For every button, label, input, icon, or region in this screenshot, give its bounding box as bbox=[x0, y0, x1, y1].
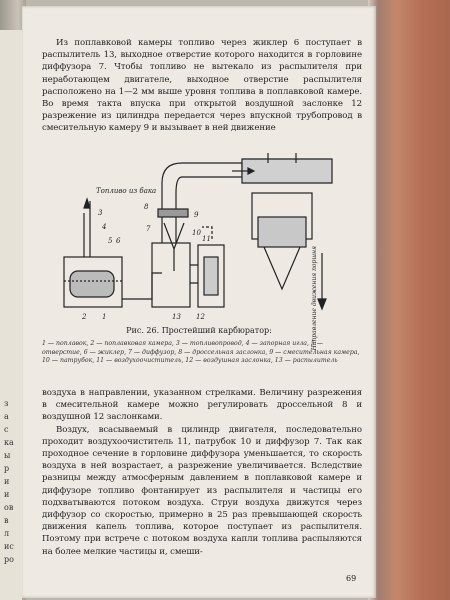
body-text-bottom bbox=[42, 387, 362, 558]
piston-direction-label: Направление движения поршня bbox=[311, 246, 318, 351]
left-page-fragment: р bbox=[4, 464, 10, 473]
left-page-fragment: ро bbox=[4, 555, 14, 564]
left-page-fragment: ка bbox=[4, 438, 14, 447]
piston bbox=[258, 217, 306, 247]
num-7: 7 bbox=[146, 225, 151, 233]
num-2: 2 bbox=[82, 313, 87, 321]
figure-legend: 1 — поплавок, 2 — поплавковая камера, 3 — топливопровод, 4 — запорная игла, 5 — отверстие, 6 — жиклер, 7 — диффузор, 8 — дроссельная заслонка, 9 — смесительная камера, 10 — патрубок, 11 — воздухоочиститель, 12 — воздушная заслонка, 13 — распылитель bbox=[42, 340, 360, 365]
carburetor-diagram bbox=[52, 153, 352, 323]
paragraph: воздуха в направлении, указанном стрелками. Величину разрежения в смесительной камере можно регулировать дроссельной 8 и воздушной 12 заслонками. bbox=[42, 388, 362, 423]
connecting-rod bbox=[264, 247, 300, 289]
page-number: 69 bbox=[346, 574, 357, 583]
book-page bbox=[22, 6, 376, 598]
num-9: 9 bbox=[194, 211, 199, 219]
figure-caption: Рис. 26. Простейший карбюратор: bbox=[126, 326, 272, 335]
num-10: 10 bbox=[192, 229, 201, 237]
num-5: 5 bbox=[108, 237, 113, 245]
mixing-chamber-body bbox=[152, 243, 190, 307]
fuel-arrow bbox=[84, 199, 90, 208]
num-4: 4 bbox=[102, 223, 107, 231]
num-1: 1 bbox=[102, 313, 107, 321]
num-11: 11 bbox=[202, 235, 211, 243]
left-page-fragment: и bbox=[4, 477, 10, 486]
left-page-fragment: ис bbox=[4, 542, 14, 551]
num-8: 8 bbox=[144, 203, 149, 211]
left-page-fragment: и bbox=[4, 490, 10, 499]
left-page-fragment: з bbox=[4, 399, 9, 408]
num-13: 13 bbox=[172, 313, 181, 321]
fuel-label: Топливо из бака bbox=[96, 187, 157, 195]
paragraph: Воздух, всасываемый в цилиндр двигателя, последовательно проходит воздухоочиститель 11, патрубок 10 и диффузор 7. Так как проходное сечение в горловине диффузора уменьшается, то скорость воздуха в ней возрастает, а разрежение увеличивается. Вследствие разницы между атмосферным давлением в поплавковой камере и диффузоре топливо фонтанирует из распылителя и частицы его подхватываются потоком воздуха. Струи воздуха движутся через диффузор со скоростью, примерно в 25 раз превышающей скорость движения капель топлива, которое поступает из распылителя. Поэтому при встрече с потоком воздуха капли топлива распыляются на более мелкие частицы и, смеши- bbox=[42, 424, 362, 557]
book-spine bbox=[368, 0, 450, 600]
left-page-fragment: ов bbox=[4, 503, 14, 512]
diffuser bbox=[164, 223, 184, 249]
num-12: 12 bbox=[196, 313, 205, 321]
left-page-fragment: л bbox=[4, 529, 10, 538]
left-page-fragment: а bbox=[4, 412, 9, 421]
left-page-fragment: в bbox=[4, 516, 9, 525]
num-3: 3 bbox=[98, 209, 103, 217]
num-6: 6 bbox=[116, 237, 121, 245]
paragraph: Из поплавковой камеры топливо через жиклер 6 поступает в распылитель 13, выходное отверстие которого находится в горловине диффузора 7. Чтобы топливо не вытекало из распылителя при неработающем двигателе, выходное отверстие распылителя расположено на 1—2 мм выше уровня топлива в поплавковой камере. Во время такта впуска при открытой воздушной заслонке 12 разрежение из цилиндра передается через впускной трубопровод в смесительную камеру 9 и вызывает в ней движение bbox=[42, 38, 362, 134]
intake-pipe-top bbox=[162, 163, 242, 243]
body-text-top bbox=[42, 37, 362, 135]
left-page-fragment: с bbox=[4, 425, 9, 434]
cylinder-head bbox=[242, 159, 332, 183]
jet-channel bbox=[122, 273, 162, 299]
left-page-fragment: ы bbox=[4, 451, 11, 460]
throttle-valve bbox=[158, 209, 188, 217]
float bbox=[70, 271, 114, 297]
left-page-edge bbox=[0, 30, 23, 600]
